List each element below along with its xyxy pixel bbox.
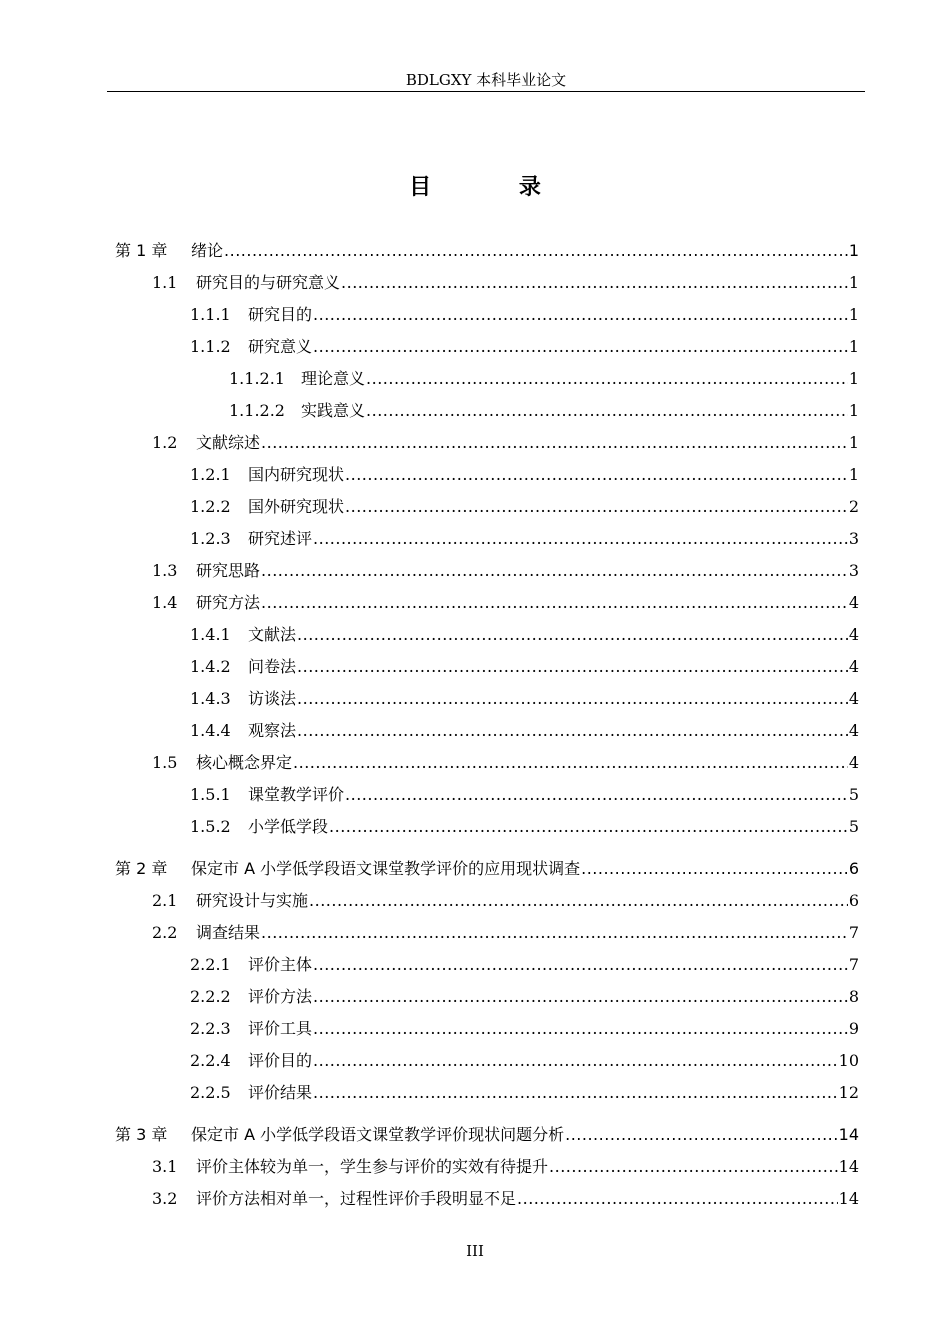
toc-entry-number: 1.5: [152, 753, 178, 772]
toc-entry-label: 文献法: [248, 625, 297, 644]
toc-entry-label: 评价结果: [248, 1083, 313, 1102]
page-number: III: [466, 1242, 484, 1260]
toc-entry-page: 4: [848, 689, 859, 708]
toc-entry-label: 研究方法: [196, 593, 261, 612]
toc-entry-label: 研究述评: [248, 529, 313, 548]
toc-entry-label: 访谈法: [248, 689, 297, 708]
toc-entry-number: 1.1.2: [190, 337, 231, 356]
toc-entry-label: 理论意义: [301, 369, 366, 388]
toc-entry[interactable]: [190, 815, 859, 839]
toc-entry-page: 1: [848, 337, 859, 356]
toc-entry-number: 1.5.1: [190, 785, 231, 804]
toc-entry-page: 7: [848, 923, 859, 942]
toc-entry-number: 2.2.2: [190, 987, 231, 1006]
toc-entry-page: 4: [848, 625, 859, 644]
toc-entry[interactable]: [190, 655, 859, 679]
toc-leader-dots: [261, 591, 848, 615]
toc-leader-dots: [261, 431, 848, 455]
toc-entry-number: 2.2.1: [190, 955, 231, 974]
toc-entry-label: 保定市 A 小学低学段语文课堂教学评价现状问题分析: [191, 1125, 565, 1144]
toc-entry[interactable]: [190, 303, 859, 327]
toc-entry[interactable]: [190, 783, 859, 807]
toc-leader-dots: [297, 655, 848, 679]
toc-entry-page: 1: [848, 241, 859, 260]
toc-entry-number: 3.1: [152, 1157, 178, 1176]
toc-entry[interactable]: [229, 367, 859, 391]
toc-entry-number: 2.1: [152, 891, 178, 910]
toc-leader-dots: [565, 1123, 838, 1147]
toc-leader-dots: [581, 857, 848, 881]
toc-entry-number: 1.4: [152, 593, 178, 612]
toc-entry-label: 文献综述: [196, 433, 261, 452]
toc-entry-page: 3: [848, 561, 859, 580]
toc-entry[interactable]: [152, 1155, 859, 1179]
toc-leader-dots: [366, 367, 848, 391]
toc-entry[interactable]: [152, 559, 859, 583]
toc-entry-label: 调查结果: [196, 923, 261, 942]
toc-entry-label: 评价主体较为单一，学生参与评价的实效有待提升: [196, 1157, 549, 1176]
toc-entry[interactable]: [152, 889, 859, 913]
toc-leader-dots: [313, 1081, 838, 1105]
toc-entry-page: 5: [848, 785, 859, 804]
toc-entry-page: 5: [848, 817, 859, 836]
toc-entry[interactable]: [152, 431, 859, 455]
toc-entry-label: 评价目的: [248, 1051, 313, 1070]
toc-entry-page: 1: [848, 401, 859, 420]
toc-entry-label: 研究设计与实施: [196, 891, 309, 910]
toc-entry-page: 14: [838, 1157, 859, 1176]
toc-entry[interactable]: [190, 495, 859, 519]
toc-entry-label: 研究意义: [248, 337, 313, 356]
toc-entry[interactable]: [152, 591, 859, 615]
toc-entry-page: 1: [848, 433, 859, 452]
toc-leader-dots: [297, 687, 848, 711]
toc-entry-number: 3.2: [152, 1189, 178, 1208]
toc-entry[interactable]: [190, 527, 859, 551]
toc-entry-page: 4: [848, 753, 859, 772]
toc-entry-number: 2.2: [152, 923, 178, 942]
toc-entry-page: 14: [838, 1125, 859, 1144]
toc-entry-page: 2: [848, 497, 859, 516]
toc-entry-page: 1: [848, 465, 859, 484]
toc-entry-number: 1.2.3: [190, 529, 231, 548]
toc-entry-page: 1: [848, 369, 859, 388]
toc-leader-dots: [329, 815, 848, 839]
toc-leader-dots: [313, 1049, 838, 1073]
toc-entry-number: 1.4.2: [190, 657, 231, 676]
toc-entry-label: 研究思路: [196, 561, 261, 580]
toc-entry-label: 国内研究现状: [248, 465, 345, 484]
toc-entry-page: 6: [848, 859, 859, 878]
toc-entry-label: 评价工具: [248, 1019, 313, 1038]
toc-entry-label: 评价主体: [248, 955, 313, 974]
toc-entry-label: 绪论: [191, 241, 224, 260]
toc-entry[interactable]: [190, 719, 859, 743]
toc-entry-page: 12: [838, 1083, 859, 1102]
toc-entry-page: 1: [848, 273, 859, 292]
toc-leader-dots: [297, 623, 848, 647]
toc-entry-number: 1.4.3: [190, 689, 231, 708]
toc-entry[interactable]: [190, 985, 859, 1009]
toc-entry-number: 2.2.5: [190, 1083, 231, 1102]
toc-entry-page: 14: [838, 1189, 859, 1208]
toc-leader-dots: [345, 495, 848, 519]
toc-entry[interactable]: [190, 1081, 859, 1105]
toc-entry[interactable]: [190, 687, 859, 711]
toc-entry-number: 1.1.1: [190, 305, 231, 324]
toc-leader-dots: [517, 1187, 838, 1211]
toc-entry-number: 1.1.2.1: [229, 369, 285, 388]
toc-leader-dots: [297, 719, 848, 743]
toc-entry-number: 1.5.2: [190, 817, 231, 836]
toc-entry-label: 核心概念界定: [196, 753, 293, 772]
toc-entry-number: 1.3: [152, 561, 178, 580]
toc-leader-dots: [313, 335, 848, 359]
toc-entry-number: 1.1: [152, 273, 178, 292]
toc-entry[interactable]: [152, 921, 859, 945]
toc-entry-label: 小学低学段: [248, 817, 329, 836]
toc-leader-dots: [313, 527, 848, 551]
toc-entry-label: 评价方法: [248, 987, 313, 1006]
toc-entry-number: 2.2.3: [190, 1019, 231, 1038]
toc-entry[interactable]: [190, 1017, 859, 1041]
toc-leader-dots: [313, 953, 848, 977]
toc-leader-dots: [345, 783, 848, 807]
toc-entry-number: 2.2.4: [190, 1051, 231, 1070]
toc-title: 目 录: [409, 175, 581, 200]
toc-leader-dots: [261, 921, 848, 945]
toc-entry-page: 1: [848, 305, 859, 324]
toc-entry-label: 研究目的: [248, 305, 313, 324]
toc-entry-number: 第 2 章: [115, 859, 168, 878]
toc-entry-label: 国外研究现状: [248, 497, 345, 516]
toc-entry-number: 1.1.2.2: [229, 401, 285, 420]
page-header: BDLGXY 本科毕业论文: [107, 70, 865, 92]
toc-entry-label: 课堂教学评价: [248, 785, 345, 804]
toc-entry-page: 8: [848, 987, 859, 1006]
toc-leader-dots: [309, 889, 848, 913]
toc-entry-number: 1.2.2: [190, 497, 231, 516]
toc-leader-dots: [313, 303, 848, 327]
toc-entry[interactable]: [115, 1123, 859, 1147]
toc-entry-number: 1.2: [152, 433, 178, 452]
toc-entry-label: 保定市 A 小学低学段语文课堂教学评价的应用现状调查: [191, 859, 581, 878]
toc-entry-page: 9: [848, 1019, 859, 1038]
toc-leader-dots: [366, 399, 848, 423]
toc-entry-page: 4: [848, 593, 859, 612]
toc-entry-number: 1.4.4: [190, 721, 231, 740]
toc-entry[interactable]: [115, 857, 859, 881]
toc-entry-page: 4: [848, 657, 859, 676]
toc-entry[interactable]: [152, 751, 859, 775]
toc-entry-page: 4: [848, 721, 859, 740]
toc-leader-dots: [341, 271, 848, 295]
toc-entry-label: 实践意义: [301, 401, 366, 420]
toc-entry[interactable]: [190, 335, 859, 359]
toc-leader-dots: [313, 985, 848, 1009]
toc-leader-dots: [293, 751, 848, 775]
toc-entry-label: 研究目的与研究意义: [196, 273, 341, 292]
toc-entry[interactable]: [190, 623, 859, 647]
toc-leader-dots: [224, 239, 848, 263]
toc-entry-label: 观察法: [248, 721, 297, 740]
toc-entry-label: 评价方法相对单一，过程性评价手段明显不足: [196, 1189, 517, 1208]
toc-entry-number: 第 3 章: [115, 1125, 168, 1144]
toc-entry[interactable]: [190, 1049, 859, 1073]
toc-leader-dots: [549, 1155, 838, 1179]
toc-leader-dots: [345, 463, 848, 487]
toc-entry-page: 7: [848, 955, 859, 974]
toc-entry-number: 第 1 章: [115, 241, 168, 260]
toc-entry[interactable]: [190, 953, 859, 977]
toc-entry[interactable]: [152, 271, 859, 295]
toc-entry-page: 3: [848, 529, 859, 548]
toc-entry-label: 问卷法: [248, 657, 297, 676]
toc-entry-number: 1.2.1: [190, 465, 231, 484]
toc-entry-page: 10: [838, 1051, 859, 1070]
toc-entry[interactable]: [229, 399, 859, 423]
toc-entry-page: 6: [848, 891, 859, 910]
toc-entry[interactable]: [152, 1187, 859, 1211]
toc-entry[interactable]: [190, 463, 859, 487]
toc-leader-dots: [261, 559, 848, 583]
toc-entry[interactable]: [115, 239, 859, 263]
toc-leader-dots: [313, 1017, 848, 1041]
toc-entry-number: 1.4.1: [190, 625, 231, 644]
